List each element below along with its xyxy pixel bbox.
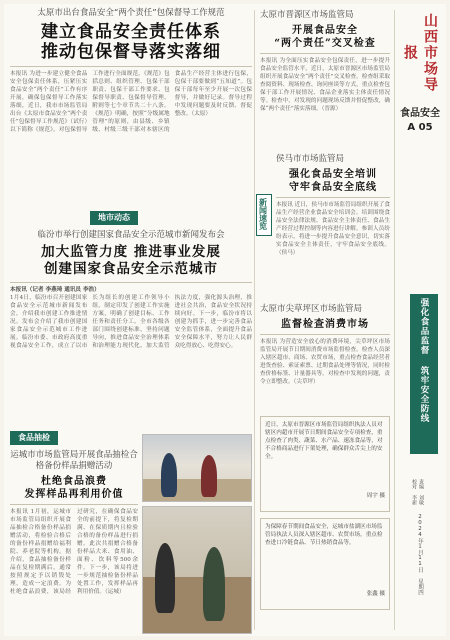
divider [10,282,252,283]
story-jiancaoping [260,304,390,418]
photo-credit: 张鑫 摄 [366,591,385,597]
photo-caption-box-2 [260,518,390,610]
divider [10,504,138,505]
lead-story [10,8,252,220]
masthead-column [396,4,444,636]
yuncheng-headline-line1: 杜绝食品浪费 [41,476,107,487]
middle-column [256,4,392,636]
story-yuncheng [10,450,138,640]
page-number: A 05 [407,122,433,133]
newspaper-page [4,4,446,636]
photo-inspection-2 [142,506,252,634]
photo-caption-text: 近日，太原市晋源区市场监管局组织执法人员对辖区内超市开展节日期间食品安全专项检查，重点检查了肉类、蔬菜、水产品、速冻食品等，对不合格商品进行下架处理，确保群众舌尖上的安全。 [265,422,383,460]
jinyuan-headline-line2: “两个责任”交叉检查 [274,38,376,49]
photo-credit: 周宇 摄 [366,493,385,499]
yuncheng-kicker: 运城市市场监管局开展食品抽检合格备份样品捐赠活动 [10,450,138,471]
jiancaoping-headline: 监督检查消费市场 [281,319,369,330]
linfen-headline-line1: 加大监管力度 推进事业发展 [41,244,221,260]
story-jinyuan [260,10,390,143]
story-linfen [10,230,252,436]
linfen-byline: 本报讯（记者 李燕琦 通讯员 李浩） [10,287,100,293]
newspaper-brand: 山西市场导报 [402,13,438,93]
linfen-body: 1月4日，临汾市召开创建国家食品安全示范城市新闻发布会，介绍我市创建工作推进情况。发布会介绍了我市创建国家食品安全示范城市工作进展。临汾市委、市政府高度重视食品安全工作，成立了以市长为组长的创建工作领导小组，制定印发了创建工作实施方案，明确了创建目标、工作任务和责任分工。全市各级各部门围绕创建标准，坚持问题导向，推进食品安全治理体系和治理能力现代化，加大监管执法力度，强化源头治理，推进社会共治，食品安全状况持续向好。下一步，临汾市将以创建为抓手，进一步完善食品安全监管体系，全面提升食品安全保障水平，努力让人民群众吃得放心、吃得安心。 [10,295,252,349]
jiancaoping-body: 本报讯 为营造安全放心的消费环境，尖草坪区市场监管局开展节日期间消费市场监督检查。检查人员深入辖区超市、商场、农贸市场，重点检查食品经营者进货查验、索证索票、过期食品处理等情况，同时检查价格标签、计量器具等。对检查中发现的问题，责令立即整改。（尖草坪） [260,339,390,385]
staff-figure [203,547,225,621]
inspector-figure [155,543,175,613]
photo-inspection-1 [142,434,252,502]
lead-headline-line2: 推动包保督导落实落细 [41,42,221,62]
story-houma [276,154,390,297]
yuncheng-body: 本报讯 1月初，运城市市场监管局组织开展食品抽检合格备份样品捐赠活动，将检验合格后的备份样品捐赠给福利院、养老院等机构。据介绍，食品抽检备份样品在复检期满后，通常按照规定予以销毁处理，造成一定浪费。为杜绝食品浪费，该局经过研究，在确保食品安全的前提下，将复检期满、在保质期内且检验合格的备份样品进行捐赠。此次共捐赠合格备份样品大米、食用油、面粉、饮料等500余件。下一步，该局将进一步规范抽检备份样品处置工作，发挥样品再利用价值。（运城） [10,509,138,595]
linfen-kicker: 临汾市举行创建国家食品安全示范城市新闻发布会 [37,230,225,240]
lead-body: 本报讯 为进一步建立健全食品安全包保责任体系，压紧压实食品安全“两个责任”工作有序开展，确保包保督导工作落实落细，近日，我市市场监管局出台《太原市食品安全“两个责任”包保督导工作规范》（试行）以下简称《规范》，对包保督导工作进行全面规范。《规范》包括总则、组织管理、包保干部职责、包保干部工作要求、包保督导职责、包保督导管理、附则等七个章节共二十八条。《规范》明确，按照“分级属地管理”的原则，由县级、乡镇级、村级三级干部对本辖区的食品生产经营主体进行包保，包保干部要做到“五知道”。包保干部每年至少开展一次包保督导，并做好记录。督导过程中发现问题要及时反馈、督促整改。（太原） [10,71,252,133]
photo-caption-box-1 [260,416,390,512]
section-name: 食品安全 [400,108,440,119]
linfen-headline-line2: 创建国家食品安全示范城市 [44,261,218,277]
divider [276,197,390,198]
section-badge-sampling: 食品抽检 [10,431,58,445]
houma-headline-line2: 守牢食品安全底线 [289,182,377,193]
lead-kicker: 太原市出台食品安全“两个责任”包保督导工作规范 [37,8,225,18]
photo-caption-text: 为保障春节期间食品安全，运城市盐湖区市场监管局执法人员深入辖区超市、农贸市场，重点检查进口冷链食品、节日热销食品等。 [265,524,383,546]
news-tag-label: 新闻速览 [258,198,269,230]
divider [10,66,252,67]
editor-credit: 责编 刘敏 校对 李新 [411,479,424,505]
staff-figure [201,455,217,497]
section-badge-local: 地市动态 [90,211,138,225]
issue-date: 2024年1月11日 星期四 [417,514,423,595]
divider [260,53,390,54]
divider [260,334,390,335]
houma-headline-line1: 强化食品安全培训 [289,169,377,180]
inspector-figure [161,453,177,497]
houma-body: 本报讯 近日，侯马市市场监管局组织开展了食品生产经营企业食品安全培训会。培训围绕食品安全法律法规、食品安全主体责任、食品生产经营过程控制等内容进行讲解。参训人员纷纷表示，将进一步提升食品安全意识，切实落实食品安全主体责任，守牢食品安全底线。（侯马） [276,202,390,256]
jiancaoping-kicker: 太原市尖草坪区市场监管局 [260,304,363,314]
jinyuan-headline-line1: 开展食品安全 [292,25,358,36]
slogan-text: 强化食品监督 筑牢安全防线 [419,298,429,423]
yuncheng-headline-line2: 发挥样品再利用价值 [24,489,124,500]
houma-kicker: 侯马市市场监管局 [276,154,345,164]
jinyuan-body: 本报讯 为全面压实食品安全包保责任，进一步提升食品安全监管水平，近日，太原市晋源区市场监管局组织开展食品安全“两个责任”交叉检查。检查组采取查阅资料、现场检查、询问座谈等方式，重点检查包保干部工作开展情况、食品企业落实主体责任情况等。检查中，对发现的问题现场反馈并督促整改，确保“两个责任”落实落细。（晋源） [260,58,390,112]
lead-headline-line1: 建立食品安全责任体系 [41,22,221,42]
column-divider [394,10,395,630]
jinyuan-kicker: 太原市晋源区市场监管局 [260,10,354,20]
column-divider [254,10,255,630]
left-column [10,4,252,636]
